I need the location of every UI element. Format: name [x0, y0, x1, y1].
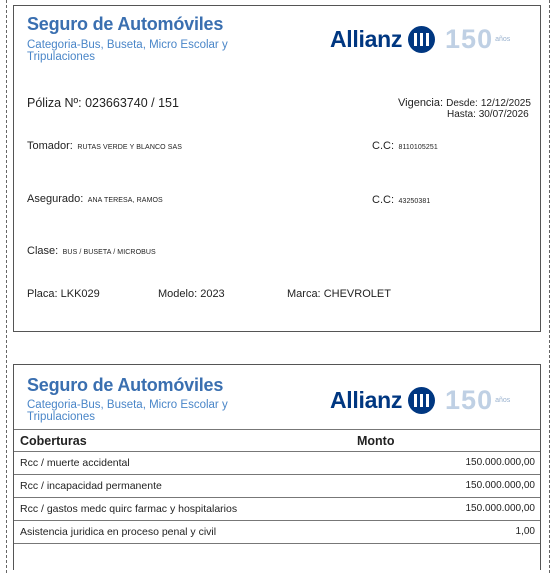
modelo-field [158, 288, 225, 300]
asegurado-cc-label: C.C: [372, 194, 394, 206]
asegurado-cc-field [372, 190, 430, 208]
coverage-name: Rcc / muerte accidental [20, 457, 130, 469]
tomador-label: Tomador: [27, 140, 73, 152]
poliza-value: 023663740 / 151 [85, 96, 179, 110]
poliza-label: Póliza Nº: [27, 96, 82, 110]
hasta-value: 30/07/2026 [478, 109, 529, 120]
row-rule [14, 497, 540, 498]
row-rule [14, 451, 540, 452]
tomador-field [27, 136, 182, 154]
coverage-amount: 150.000.000,00 [465, 503, 535, 514]
asegurado-field [27, 189, 163, 207]
coverage-name: Asistencia juridica en proceso penal y civil [20, 526, 217, 538]
placa-label: Placa: [27, 288, 58, 300]
row-rule [14, 543, 540, 544]
tomador-cc-field [372, 136, 438, 154]
vigencia-desde [398, 97, 531, 109]
placa-field [27, 288, 100, 300]
allianz-eagle-icon [408, 387, 435, 414]
brand-name: Allianz [330, 26, 403, 52]
policy-card [13, 5, 541, 332]
allianz-logo [330, 26, 510, 53]
card-left-edge [13, 365, 14, 570]
marca-value: CHEVROLET [323, 288, 391, 300]
modelo-value: 2023 [200, 288, 225, 300]
asegurado-value: ANA TERESA, RAMOS [87, 197, 163, 204]
vigencia-label: Vigencia: [398, 97, 444, 109]
placa-value: LKK029 [60, 288, 100, 300]
anniversary-mark: 150 [445, 24, 494, 54]
card-subtitle-line1: Categoria-Bus, Buseta, Micro Escolar y [27, 39, 228, 51]
cut-line-left [6, 0, 7, 573]
hasta-label: Hasta: [447, 109, 476, 120]
table-top-rule [14, 429, 540, 430]
anniversary-suffix: años [495, 397, 511, 404]
vigencia-hasta [447, 109, 529, 120]
modelo-label: Modelo: [158, 288, 198, 300]
allianz-eagle-icon [408, 26, 435, 53]
clase-value: BUS / BUSETA / MICROBUS [62, 249, 156, 256]
tomador-cc-value: 8110105251 [398, 144, 438, 151]
allianz-logo [330, 387, 510, 414]
col-header-coberturas: Coberturas [20, 434, 87, 448]
card-subtitle-line1: Categoria-Bus, Buseta, Micro Escolar y [27, 399, 228, 411]
tomador-cc-label: C.C: [372, 140, 394, 152]
col-header-monto: Monto [357, 434, 395, 448]
asegurado-label: Asegurado: [27, 193, 84, 205]
poliza-field [27, 96, 179, 110]
row-rule [14, 474, 540, 475]
card-subtitle-line2: Tripulaciones [27, 51, 95, 63]
cut-line-right [549, 0, 550, 573]
desde-value: 12/12/2025 [480, 98, 531, 109]
marca-field [287, 288, 391, 300]
coverage-card [13, 364, 541, 570]
row-rule [14, 520, 540, 521]
coverage-amount: 150.000.000,00 [465, 480, 535, 491]
coverage-name: Rcc / incapacidad permanente [20, 480, 162, 492]
card-title: Seguro de Automóviles [27, 14, 224, 34]
marca-label: Marca: [287, 288, 321, 300]
card-title: Seguro de Automóviles [27, 375, 224, 395]
coverage-amount: 150.000.000,00 [465, 457, 535, 468]
brand-name: Allianz [330, 387, 403, 413]
coverage-name: Rcc / gastos medc quirc farmac y hospitalarios [20, 503, 238, 515]
coverage-amount: 1,00 [515, 526, 535, 537]
anniversary-suffix: años [495, 36, 511, 43]
asegurado-cc-value: 43250381 [398, 198, 431, 205]
card-subtitle-line2: Tripulaciones [27, 411, 95, 423]
tomador-value: RUTAS VERDE Y BLANCO SAS [77, 144, 183, 151]
desde-label: Desde: [446, 98, 478, 109]
clase-label: Clase: [27, 245, 59, 257]
anniversary-mark: 150 [445, 385, 494, 415]
clase-field [27, 241, 156, 259]
